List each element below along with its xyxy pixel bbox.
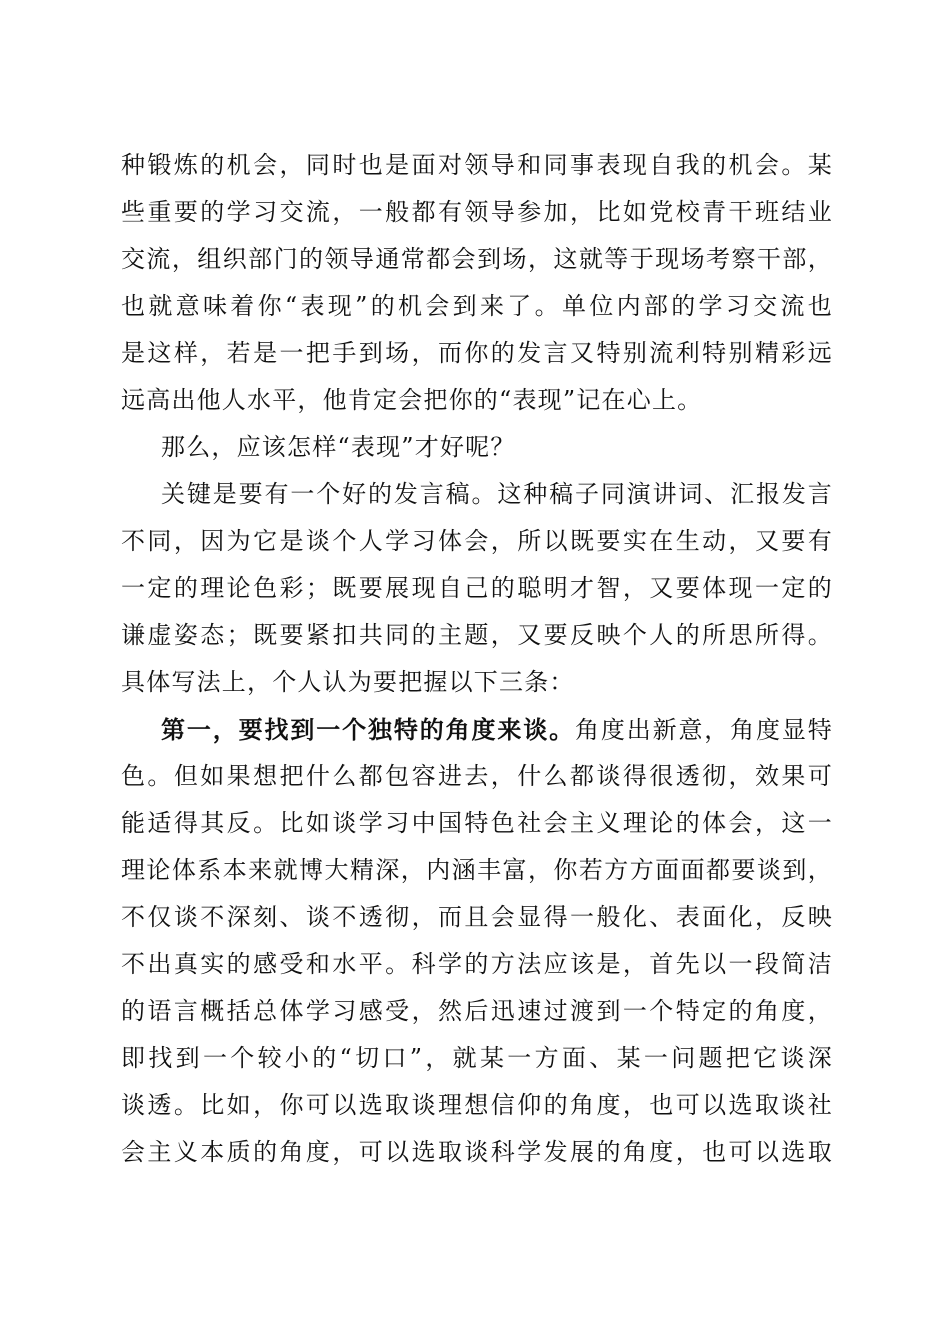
text-line: 即找到一个较小的“切口”，就某一方面、某一问题把它谈深: [121, 1044, 833, 1072]
text-line: 色。但如果想把什么都包容进去，什么都谈得很透彻，效果可: [121, 762, 833, 790]
text-line: 的语言概括总体学习感受，然后迅速过渡到一个特定的角度，: [121, 997, 833, 1025]
text-line: 谦虚姿态；既要紧扣共同的主题，又要反映个人的所思所得。: [121, 621, 833, 649]
text-line: 会主义本质的角度，可以选取谈科学发展的角度，也可以选取: [121, 1138, 833, 1166]
text-line: 谈透。比如，你可以选取谈理想信仰的角度，也可以选取谈社: [121, 1091, 833, 1119]
text-line: 一定的理论色彩；既要展现自己的聪明才智，又要体现一定的: [121, 574, 833, 602]
text-line: 远高出他人水平，他肯定会把你的“表现”记在心上。: [121, 386, 703, 414]
section-text: 角度出新意，角度显特: [574, 716, 833, 744]
section-heading: 第一，要找到一个独特的角度来谈。: [161, 715, 575, 744]
text-line: 不同，因为它是谈个人学习体会，所以既要实在生动，又要有: [121, 527, 833, 555]
text-line: 关键是要有一个好的发言稿。这种稿子同演讲词、汇报发言: [161, 480, 833, 508]
text-line: 理论体系本来就博大精深，内涵丰富，你若方方面面都要谈到，: [121, 856, 833, 884]
text-line: 是这样，若是一把手到场，而你的发言又特别流利特别精彩远: [121, 339, 833, 367]
text-line: 具体写法上，个人认为要把握以下三条：: [121, 668, 575, 696]
document-body: [121, 142, 833, 1176]
text-line: [121, 706, 833, 753]
text-line: 交流，组织部门的领导通常都会到场，这就等于现场考察干部，: [121, 245, 833, 273]
text-line: 些重要的学习交流，一般都有领导参加，比如党校青干班结业: [121, 198, 833, 226]
text-line: 种锻炼的机会，同时也是面对领导和同事表现自我的机会。某: [121, 151, 833, 179]
text-line: 能适得其反。比如谈学习中国特色社会主义理论的体会，这一: [121, 809, 833, 837]
text-line: 那么，应该怎样“表现”才好呢？: [161, 433, 516, 461]
text-line: 不出真实的感受和水平。科学的方法应该是，首先以一段简洁: [121, 950, 833, 978]
text-line: 不仅谈不深刻、谈不透彻，而且会显得一般化、表面化，反映: [121, 903, 833, 931]
text-line: 也就意味着你“表现”的机会到来了。单位内部的学习交流也: [121, 292, 833, 320]
